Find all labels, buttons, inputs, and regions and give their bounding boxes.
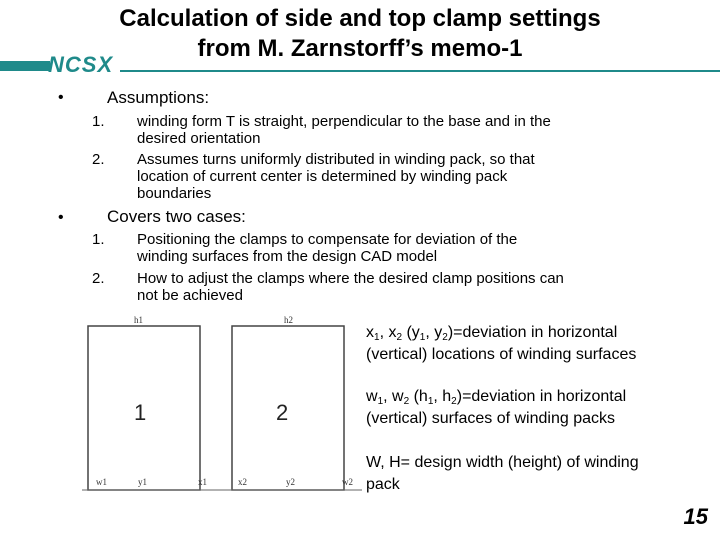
slide-title (40, 4, 680, 64)
box-1-number: 1 (134, 400, 147, 425)
item-line: How to adjust the clamps where the desired clamp positions can (137, 270, 564, 287)
accent-bar (0, 61, 50, 71)
item-line: winding form T is straight, perpendicular to the base and in the (137, 113, 551, 130)
def-text: , x (379, 324, 397, 341)
label-y1: y1 (138, 477, 147, 487)
item-number: 1. (92, 113, 105, 130)
def-subscript: 2 (442, 332, 448, 343)
def-subscript: 2 (396, 332, 403, 343)
def-subscript: 2 (403, 396, 410, 407)
title-line-1: Calculation of side and top clamp settings (119, 5, 601, 32)
label-w1: w1 (96, 477, 107, 487)
item-line: location of current center is determined by winding pack (137, 168, 508, 185)
def-text: , h (433, 388, 452, 405)
definition-xy (366, 322, 696, 366)
definition-design-line2: pack (366, 476, 400, 493)
def-text: (h (409, 388, 428, 405)
bullet-icon: • (58, 209, 64, 226)
item-line: desired orientation (137, 130, 261, 147)
label-w2: w2 (342, 477, 353, 487)
winding-pack-diagram (82, 312, 362, 496)
def-text: )=deviation in horizontal (447, 324, 618, 341)
def-text: )=deviation in horizontal (456, 388, 627, 405)
header-divider (120, 70, 720, 72)
label-h1: h1 (134, 315, 143, 325)
def-text: x (366, 324, 374, 341)
title-line-2: from M. Zarnstorff’s memo-1 (197, 35, 523, 62)
item-line: boundaries (137, 185, 212, 202)
item-number: 2. (92, 151, 105, 168)
bullet-assumptions: Assumptions: (107, 88, 210, 107)
assumption-item-1 (137, 113, 667, 147)
case-item-2 (137, 270, 667, 304)
item-line: Positioning the clamps to compensate for deviation of the (137, 231, 518, 248)
item-number: 2. (92, 270, 105, 287)
definition-wh-line1 (366, 386, 696, 408)
assumption-item-2 (137, 151, 667, 202)
definition-xy-line1 (366, 322, 696, 344)
def-subscript: 1 (377, 396, 384, 407)
ncsx-logo: NCSX (48, 52, 114, 77)
def-text: , w (383, 388, 404, 405)
label-h2: h2 (284, 315, 293, 325)
item-line: Assumes turns uniformly distributed in winding pack, so that (137, 151, 535, 168)
box-2-number: 2 (276, 400, 289, 425)
def-subscript: 1 (427, 396, 434, 407)
def-subscript: 1 (374, 332, 380, 343)
item-number: 1. (92, 231, 105, 248)
label-x1: x1 (198, 477, 207, 487)
definition-wh (366, 386, 696, 430)
label-x2: x2 (238, 477, 247, 487)
def-subscript: 2 (451, 396, 457, 407)
def-text: (y (402, 324, 420, 341)
item-line: not be achieved (137, 287, 243, 304)
definition-wh-line2: (vertical) surfaces of winding packs (366, 410, 615, 427)
def-text: , y (425, 324, 443, 341)
def-text: w (366, 388, 378, 405)
definition-xy-line2: (vertical) locations of winding surfaces (366, 346, 637, 363)
page-number: 15 (683, 504, 708, 529)
item-line: winding surfaces from the design CAD model (137, 248, 438, 265)
bullet-icon: • (58, 89, 64, 106)
definition-design (366, 452, 696, 496)
bullet-cases: Covers two cases: (107, 207, 246, 226)
label-y2: y2 (286, 477, 295, 487)
definition-design-line1: W, H= design width (height) of winding (366, 454, 639, 471)
def-subscript: 1 (419, 332, 426, 343)
case-item-1 (137, 231, 667, 265)
